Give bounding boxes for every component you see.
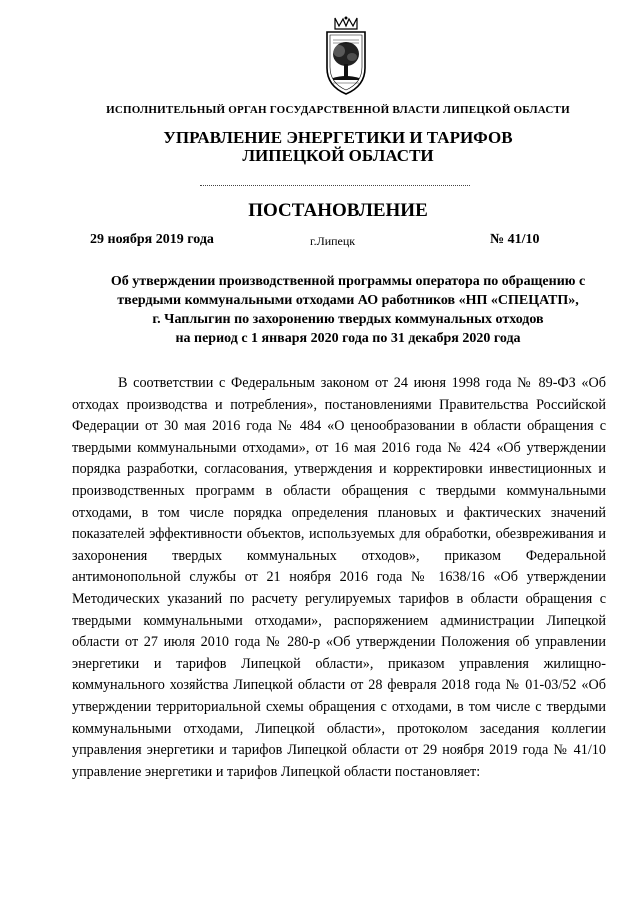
document-date: 29 ноября 2019 года	[90, 232, 214, 247]
coat-of-arms-icon	[319, 16, 373, 98]
document-number: № 41/10	[490, 232, 540, 247]
department-name-line1: УПРАВЛЕНИЕ ЭНЕРГЕТИКИ И ТАРИФОВ	[163, 128, 513, 147]
department-name-line2: ЛИПЕЦКОЙ ОБЛАСТИ	[242, 146, 434, 165]
title-line: твердыми коммунальными отходами АО работников «НП «СПЕЦАТП»,	[117, 293, 579, 308]
coat-of-arms-emblem	[319, 16, 373, 98]
organization-line: ИСПОЛНИТЕЛЬНЫЙ ОРГАН ГОСУДАРСТВЕННОЙ ВЛАСТИ ЛИПЕЦКОЙ ОБЛАСТИ	[106, 104, 570, 116]
title-line: на период с 1 января 2020 года по 31 декабря 2020 года	[175, 331, 521, 346]
department-name	[0, 129, 640, 165]
title-line: г. Чаплыгин по захоронению твердых коммунальных отходов	[152, 312, 544, 327]
title-line: Об утверждении производственной программы оператора по обращению с	[110, 274, 586, 289]
document-city: г.Липецк	[310, 234, 356, 248]
body-paragraph: В соответствии с Федеральным законом от 24 июня 1998 года № 89-ФЗ «Об отходах производства и потребления», постановлениями Правительства Российской Федерации от 30 мая 2016 года № 484 «О ценообразовании в области обращения с твердыми коммунальными отходами», от 16 мая 2016 года № 424 «Об утверждении порядка разработки, согласования, утверждения и корректировки инвестиционных и производственных программ в области обращения с твердыми коммунальными отходами, в том числе порядка определения плановых и фактических значений показателей эффективности объектов, используемых для обработки, обезвреживания и захоронения твердых коммунальных отходов», приказом Федеральной антимонопольной службы от 21 ноября 2016 года № 1638/16 «Об утверждении Методических указаний по расчету регулируемых тарифов в области обращения с твердыми коммунальными отходами», распоряжением администрации Липецкой области от 27 июля 2010 года № 280-р «Об утверждении Положения об управлении энергетики и тарифов Липецкой области», приказом управления жилищно-коммунального хозяйства Липецкой области от 28 февраля 2018 года № 01-03/52 «Об утверждении территориальной схемы обращения с отходами, в том числе с твердыми коммунальными отходами, Липецкой области», протоколом заседания коллегии управления энергетики и тарифов Липецкой области от 29 ноября 2019 года № 41/10 управление энергетики и тарифов Липецкой области постановляет:	[72, 375, 606, 780]
header-divider	[200, 185, 470, 186]
document-type-heading: ПОСТАНОВЛЕНИЕ	[248, 200, 428, 221]
document-title	[68, 272, 628, 348]
